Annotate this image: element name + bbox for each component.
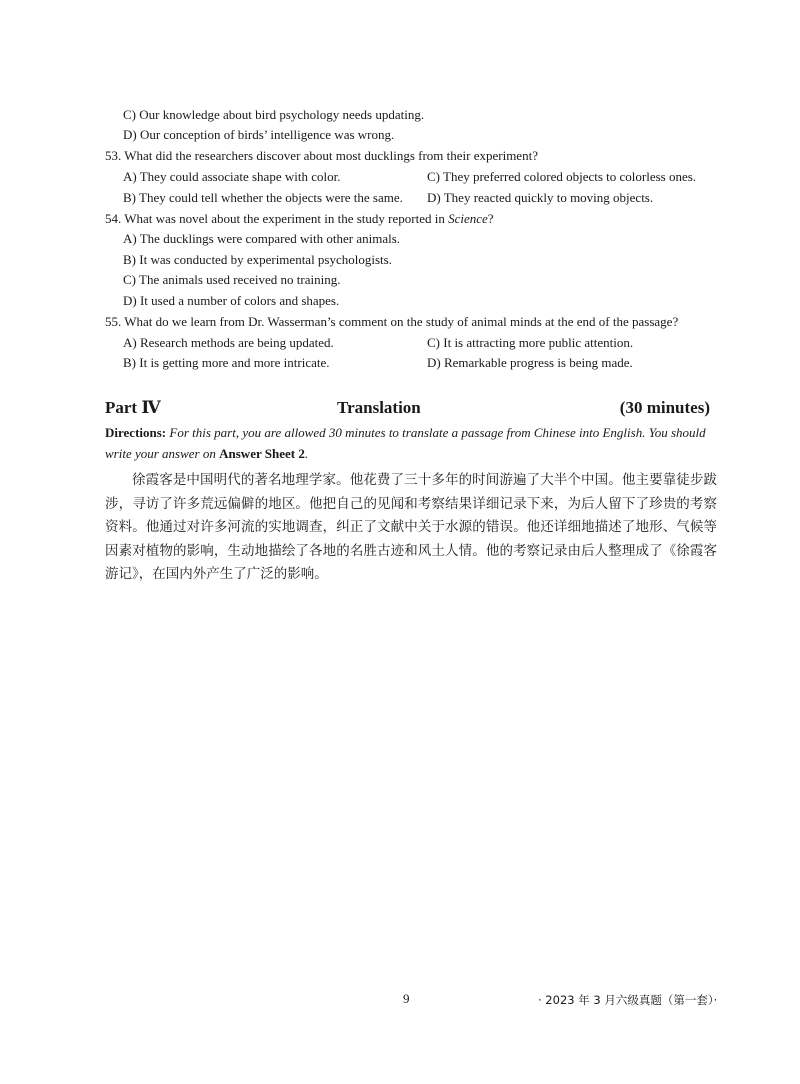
part-title: Translation <box>337 398 421 417</box>
directions-label: Directions: <box>105 425 167 440</box>
q54-stem-suffix: ? <box>487 211 494 226</box>
q55-option-b: B) It is getting more and more intricate. <box>123 355 330 370</box>
directions-end: . <box>304 446 309 461</box>
answer-sheet-ref: Answer Sheet 2 <box>219 446 305 461</box>
q52-option-c: C) Our knowledge about bird psychology needs updating. <box>123 107 425 122</box>
part-header <box>105 398 710 420</box>
q54-stem-prefix: 54. What was novel about the experiment in the study reported in <box>105 211 449 226</box>
q53-option-b: B) They could tell whether the objects were the same. <box>123 190 403 205</box>
q54-option-a: A) The ducklings were compared with other animals. <box>123 231 401 246</box>
q52-option-d: D) Our conception of birds’ intelligence was wrong. <box>123 127 395 142</box>
q54-option-c: C) The animals used received no training. <box>123 272 341 287</box>
q53-option-d: D) They reacted quickly to moving objects. <box>427 190 654 205</box>
part-label: Part Ⅳ <box>105 398 161 417</box>
directions <box>105 422 715 464</box>
exam-label: · 2023 年 3 月六级真题（第一套）· <box>538 993 718 1007</box>
part-time: (30 minutes) <box>619 398 710 417</box>
page-number: 9 <box>403 991 410 1006</box>
q53-stem: 53. What did the researchers discover about most ducklings from their experiment? <box>105 148 538 163</box>
q54-stem <box>105 211 494 227</box>
q55-option-a: A) Research methods are being updated. <box>123 335 334 350</box>
q54-option-d: D) It used a number of colors and shapes. <box>123 293 340 308</box>
q54-option-b: B) It was conducted by experimental psychologists. <box>123 252 392 267</box>
q55-stem: 55. What do we learn from Dr. Wasserman’s comment on the study of animal minds at the end of the passage? <box>105 314 679 329</box>
q53-option-c: C) They preferred colored objects to colorless ones. <box>427 169 697 184</box>
directions-text: For this part, you are allowed 30 minutes to translate a passage from Chinese into English. You should write your answer on <box>105 425 706 461</box>
q53-option-a: A) They could associate shape with color. <box>123 169 341 184</box>
q55-option-c: C) It is attracting more public attention. <box>427 335 634 350</box>
translation-passage: 徐霞客是中国明代的著名地理学家。他花费了三十多年的时间游遍了大半个中国。他主要靠徒步跋涉，寻访了许多荒远偏僻的地区。他把自己的见闻和考察结果详细记录下来，为后人留下了珍贵的考察资料。他通过对许多河流的实地调查，纠正了文献中关于水源的错误。他还详细地描述了地形、气候等因素对植物的影响，生动地描绘了各地的名胜古迹和风土人情。他的考察记录由后人整理成了《徐霞客游记》，在国内外产生了广泛的影响。 <box>105 472 717 582</box>
q55-option-d: D) Remarkable progress is being made. <box>427 355 633 370</box>
q54-stem-journal: Science <box>448 211 488 226</box>
